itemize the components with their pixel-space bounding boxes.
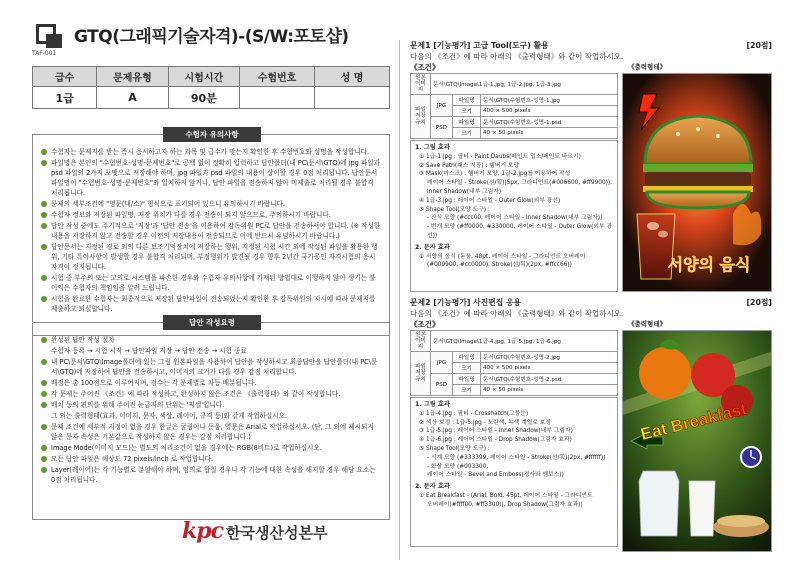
q1-output-image — [622, 73, 772, 292]
guide-item: 모든 답안 파일은 해상도 72 pixels/inch 로 작업합니다. — [41, 454, 381, 464]
q2-score: [20점] — [746, 298, 772, 307]
q1-jpg-label: JPG — [431, 95, 453, 117]
q2-src-value: 문서\GTQ\Image\1급-4.jpg, 1급-5.jpg, 1급-6.jpg — [431, 331, 618, 352]
q1-ice-cube — [647, 222, 659, 230]
q2-subtitle: 다음의 《조건》에 따라 아래의 《출력형태》와 같이 작업하시오. — [410, 309, 624, 318]
q1-psd-label: PSD — [431, 117, 453, 139]
q1-caption-text: 서양의 음식 — [667, 255, 751, 274]
q1-burger-lettuce — [643, 164, 753, 172]
page-title: GTQ(그래픽기술자격)-(S/W:포토샵) — [74, 27, 349, 47]
q1-detail-line: ④ 1급-3.jpg : 레이어 스타일 - Outer Glow(외부 광선) — [419, 197, 561, 204]
q2-psd-fname-key: 파일명 — [453, 374, 481, 385]
bullet-icon — [41, 380, 47, 386]
q1-detail-line: ③ Mask(마스크) : 햄버거 모양, 1급-2.jpg를 이용하여 작성 — [419, 171, 571, 178]
q2-psd-size: 40 × 50 pixels — [481, 385, 618, 396]
q2-jpg-fname-key: 파일명 — [453, 352, 481, 363]
q1-detail-line: - 잔식 모양 (#ccc00, 레이어 스타일 - Inner Shadow(내부 그림자)) — [427, 215, 603, 222]
q1-psd-size: 40 × 50 pixels — [481, 128, 618, 139]
info-header-time: 시험시간 — [168, 67, 239, 87]
q2-detail-line: 1. 그림 효과 — [415, 401, 450, 408]
q2-detail-line: - 화살 모양 (#003300, — [427, 463, 489, 470]
bullet-icon — [41, 456, 47, 462]
q2-psd-fname: 문서\GTQ\수험번호-성명-2.psd — [481, 374, 618, 385]
guide-section — [32, 318, 390, 520]
bullet-icon — [41, 391, 47, 397]
bullet-icon — [41, 244, 47, 250]
bullet-icon — [41, 359, 47, 365]
q1-burger-bottom-bun — [647, 192, 749, 208]
q2-detail-line: ③ 1급-5.jpg : 레이어 스타일 - Inner Shadow(내부 그림자) — [419, 428, 573, 435]
exam-info-table — [32, 66, 390, 109]
bullet-icon — [41, 337, 47, 343]
info-header-type: 문제유형 — [97, 67, 168, 87]
q2-detail-line: 레이어 스타일 - Bevel and Emboss(경사와 엠보스)) — [427, 472, 564, 479]
q2-milk-jug — [639, 471, 679, 536]
notice-title: 수험자 유의사항 — [163, 127, 261, 142]
q1-psd-fname: 문서\GTQ\수험번호-성명-1.psd — [481, 117, 618, 128]
q2-condition-table — [410, 330, 618, 396]
q1-jpg-size-key: 크기 — [453, 106, 481, 117]
guide-item: 그 외는 출력형태(효과, 이미지, 문자, 색상, 레이어, 규격 등)와 같게 작업하십시오. — [51, 412, 288, 420]
guide-item: 내 PC\문서\GTQ\Image폴더에 있는 그림 원본파일을 사용하여 답안을 작성하시고 최종답안을 답안폴더(내 PC\문서\GTQ)에 저장하여 답안을 전송하시고, 이미지의 크기가 다를 경우 감점 처리합니다. — [41, 357, 381, 377]
bullet-icon — [41, 160, 47, 166]
guide-list — [33, 323, 389, 490]
bullet-icon — [41, 445, 47, 451]
question-2 — [410, 297, 772, 557]
bullet-icon — [41, 149, 47, 155]
notice-section — [32, 130, 390, 336]
q1-src-value: 문서\GTQ\Image\1급-1.jpg, 1급-2.jpg, 1급-3.jpg — [431, 74, 618, 95]
bullet-icon — [41, 201, 47, 207]
notice-list — [33, 135, 389, 319]
title-row — [32, 20, 390, 56]
info-type: A — [97, 87, 168, 109]
guide-item: 배치 등의 편의를 위해 주어진 눈금자의 단위는 '픽셀'입니다. — [41, 400, 381, 410]
q2-caption-text: Eat Breakfast — [638, 399, 749, 445]
q1-detail-line: Inner Shadow(내부 그림자) — [427, 188, 502, 195]
bullet-icon — [41, 402, 47, 408]
bullet-icon — [41, 296, 47, 302]
q1-detail-line: (#009900, #cc0000), Stroke(선/획)(2px, #ffcc66)) — [427, 262, 572, 269]
title-square-fill-icon — [46, 34, 62, 48]
guide-item: 수험자 등록 → 시험 시작 → 답안파일 저장 → 답안 전송 → 시험 종료 — [51, 347, 247, 355]
info-grade: 1급 — [33, 87, 97, 109]
question-1 — [410, 40, 772, 300]
bullet-icon — [41, 424, 47, 430]
q2-psd-label: PSD — [431, 374, 453, 396]
bullet-icon — [41, 467, 47, 473]
notice-item: 수험자는 문제지를 받는 즉시 응시하고자 하는 과목 및 급수가 맞는지 확인한 후 수험번호와 성명을 작성합니다. — [41, 147, 381, 157]
q1-sesame-seed — [716, 134, 720, 138]
q2-detail-line: ① Eat Breakfast - (Arial, Bold, 45pt, 레이어 스타일 - 그라디언트 — [419, 492, 593, 499]
info-number — [240, 87, 315, 109]
q2-detail-line: - 시계 모양 (#333399, 레이어 스타일 - Stroke(선/획)(2px, #ffffff)) — [427, 454, 606, 461]
notice-item: 문제의 세부조건에 "영문(대/소)" 형식으로 표기되어 있으니 유의하시기 바랍니다. — [41, 199, 381, 209]
q1-jpg-fname-key: 파일명 — [453, 95, 481, 106]
q2-rule-key: 파일 저장 규칙 — [411, 352, 431, 396]
logo-mark: kpc — [182, 518, 224, 544]
q2-detail-line: ⑤ Shape Tool(모양 도구) : — [419, 445, 490, 452]
q1-psd-fname-key: 파일명 — [453, 117, 481, 128]
q1-detail-line: 2. 문자 효과 — [415, 243, 450, 251]
q2-cereal — [717, 515, 765, 527]
logo-text: 한국생산성본부 — [226, 524, 328, 542]
notice-item: 시험을 완료한 수험자는 최종적으로 저장된 답안파일이 전송되었는지 확인한 후 감독위원의 지시에 따라 문제지를 제출하고 퇴실합니다. — [41, 294, 381, 314]
info-value-row — [33, 87, 390, 109]
q2-detail-line: ④ 1급-6.jpg : 레이어 스타일 - Drop Shadow(그림자 효과) — [419, 437, 572, 444]
q1-sesame-seed — [676, 132, 680, 136]
q1-title: 문제1 [기능평가] 고급 Tool(도구) 활용 — [410, 41, 549, 50]
guide-item: 배점은 총 100점으로 이루어지며, 점수는 각 문제별로 차등 배분됩니다. — [41, 378, 381, 388]
q2-detail-line: ① 1급-4.jpg : 필터 - Crosshatch(그물눈) — [419, 410, 529, 417]
q1-ice-cube — [658, 231, 668, 238]
guide-item: 문제 조건에 세부적 지정이 없을 경우 한글은 굴림이나 돋움, 영문은 Arial로 작업하십시오. (단, 그 외에 제시되지 않은 문자 속성은 기본값으로 작성하지 않은 경우는 감점 처리합니다.) — [41, 422, 381, 442]
column-divider — [399, 40, 400, 560]
q2-condition-label: 《조건》 — [410, 320, 440, 329]
q1-score: [20점] — [746, 41, 772, 50]
q1-detail-box — [410, 140, 618, 292]
form-code: TAF-001 — [32, 50, 57, 57]
info-header-row — [33, 67, 390, 87]
bullet-icon — [41, 223, 47, 229]
q2-jpg-size: 400 × 500 pixels — [481, 363, 618, 374]
q2-jpg-label: JPG — [431, 352, 453, 374]
q1-condition-label: 《조건》 — [410, 63, 440, 72]
q2-psd-size-key: 크기 — [453, 385, 481, 396]
guide-title: 답안 작성요령 — [163, 315, 261, 330]
info-time: 90분 — [168, 87, 239, 109]
notice-item: 시험 중 부주의 또는 고의로 시스템을 파손한 경우와 수험자 유의사항에 기재된 방법대로 이행하지 않아 생기는 불이익은 수험자의 책임임을 알려 드립니다. — [41, 273, 381, 293]
q2-output-image — [622, 330, 772, 552]
q1-burger-patty — [645, 172, 751, 186]
q1-jpg-size: 400 × 500 pixels — [481, 106, 618, 117]
q2-detail-line: 2. 문자 효과 — [415, 483, 450, 491]
q2-detail-line: ② 색상 보정 : 1급-5.jpg - 노란색, 녹색 계열로 보정 — [419, 419, 551, 426]
q2-jpg-size-key: 크기 — [453, 363, 481, 374]
q2-detail-box — [410, 397, 618, 547]
q2-output-label: 《출력형태》 — [628, 320, 667, 328]
notice-item: 파일명은 본인의 "수험번호-성명-문제번호"로 공백 없이 정확히 입력하고 답안폴더(내 PC\문서\GTQ)에 jpg 파일과 psd 파일의 2가지 포맷으로 저장해야 하며, jpg 파일과 psd 파일의 내용이 상이할 경우 0점 처리됩니다. 답안문서 파일명이 "수험번호-성명-문제번호"와 일치하지 않거나, 답안 파일을 전송하지 않아 미제출로 처리될 경우 불합격 처리됩니다. — [41, 158, 381, 198]
q1-jpg-fname: 문서\GTQ\수험번호-성명-1.jpg — [481, 95, 618, 106]
guide-item: 완성된 답안 작성 절차 — [41, 335, 381, 345]
q1-psd-size-key: 크기 — [453, 128, 481, 139]
q1-detail-line: - 번개 모양 (#ff0000, #330000, 레이어 스타일 - Outer Glow(외부 광선)) — [427, 224, 613, 239]
q2-jpg-fname: 문서\GTQ\수험번호-성명-2.jpg — [481, 352, 618, 363]
left-column — [32, 20, 390, 544]
q1-detail-line: ① 서양의 음식 (돋움, 48pt, 레이어 스타일 - 그라디언트 오버레이 — [419, 253, 586, 260]
q1-rule-key: 파일 저장 규칙 — [411, 95, 431, 139]
q1-artwork — [623, 74, 772, 292]
q1-detail-line: ② Save Path(패스 저장) : 햄버거 모양 — [419, 162, 520, 169]
info-header-number: 수험번호 — [240, 67, 315, 87]
info-header-grade: 급수 — [33, 67, 97, 87]
notice-item: 답안문서는 지정된 경로 외의 다른 보조기억장치에 저장하는 행위, 지정된 시험 시간 외에 작성된 파일을 활용한 행위, 기타 특이사항이 발생할 경우 불합격 처리되며, 부정행위가 발견될 경우 향후 2년간 국가공인 자격시험의 응시 자격이 정지됩니다. — [41, 242, 381, 272]
q1-detail-line: 레이어 스타일 - Stroke(선/획)(5px, 그라디언트(#006600, #ff9900)), — [427, 180, 613, 187]
q2-artwork — [623, 331, 772, 552]
bullet-icon — [41, 212, 47, 218]
info-name — [315, 87, 390, 109]
q1-subtitle: 다음의 《조건》에 따라 아래의 《출력형태》와 같이 작업하시오. — [410, 52, 624, 61]
notice-item: 수험자 정보와 저장된 파일명, 저장 위치가 다를 경우 전송이 되지 않으므로, 주의하시기 바랍니다. — [41, 210, 381, 220]
guide-item: 각 문제는 주어진 《조건》에 따라 작성하고, 완성하지 않은 조건은 《출력형태》와 같이 작성합니다. — [41, 389, 381, 399]
guide-item: Image Mode(이미지 모드)는 별도의 처리조건이 없을 경우에는 RGB(8비트)로 작업하십시오. — [41, 443, 381, 453]
q2-orange — [639, 347, 691, 399]
q1-condition-table — [410, 73, 618, 139]
q1-detail-line: ⑤ Shape Tool(모양 도구) : — [419, 206, 490, 213]
guide-item: Layer(레이어)는 각 기능별로 분할해야 하며, 임의로 합칠 경우나 각 기능에 대한 속성을 해지할 경우 해당 요소는 0점 처리됩니다. — [41, 465, 381, 485]
q1-detail-line: ① 1급-1.jpg : 필터 - Paint Daubs(페인트 덥스/페인트 바르기) — [419, 153, 581, 160]
q1-sesame-seed — [696, 127, 700, 131]
q2-milk-glass — [689, 481, 715, 536]
q1-output-label: 《출력형태》 — [628, 63, 667, 71]
q2-title: 문제2 [기능평가] 사진편집 응용 — [410, 298, 522, 307]
q1-src-key: 원본 이미지 — [411, 74, 431, 95]
q2-detail-line: 오버레이(#ffff00, #ff3300)), Drop Shadow(그림자 효과)) — [427, 501, 583, 508]
info-header-name: 성 명 — [315, 67, 390, 87]
bullet-icon — [41, 275, 47, 281]
q2-src-key: 원본 이미지 — [411, 331, 431, 352]
notice-item: 답안 작성 중에도 주기적으로 '저장'과 '답안 전송'을 이용하여 감독위원 PC로 답안을 전송하셔야 합니다. (※ 작성한 내용을 저장하지 않고 전송할 경우 이전의 저장내용이 전송되므로 이에 반드시 유념하시기 바랍니다.) — [41, 221, 381, 241]
q1-detail-line: 1. 그림 효과 — [415, 144, 450, 151]
